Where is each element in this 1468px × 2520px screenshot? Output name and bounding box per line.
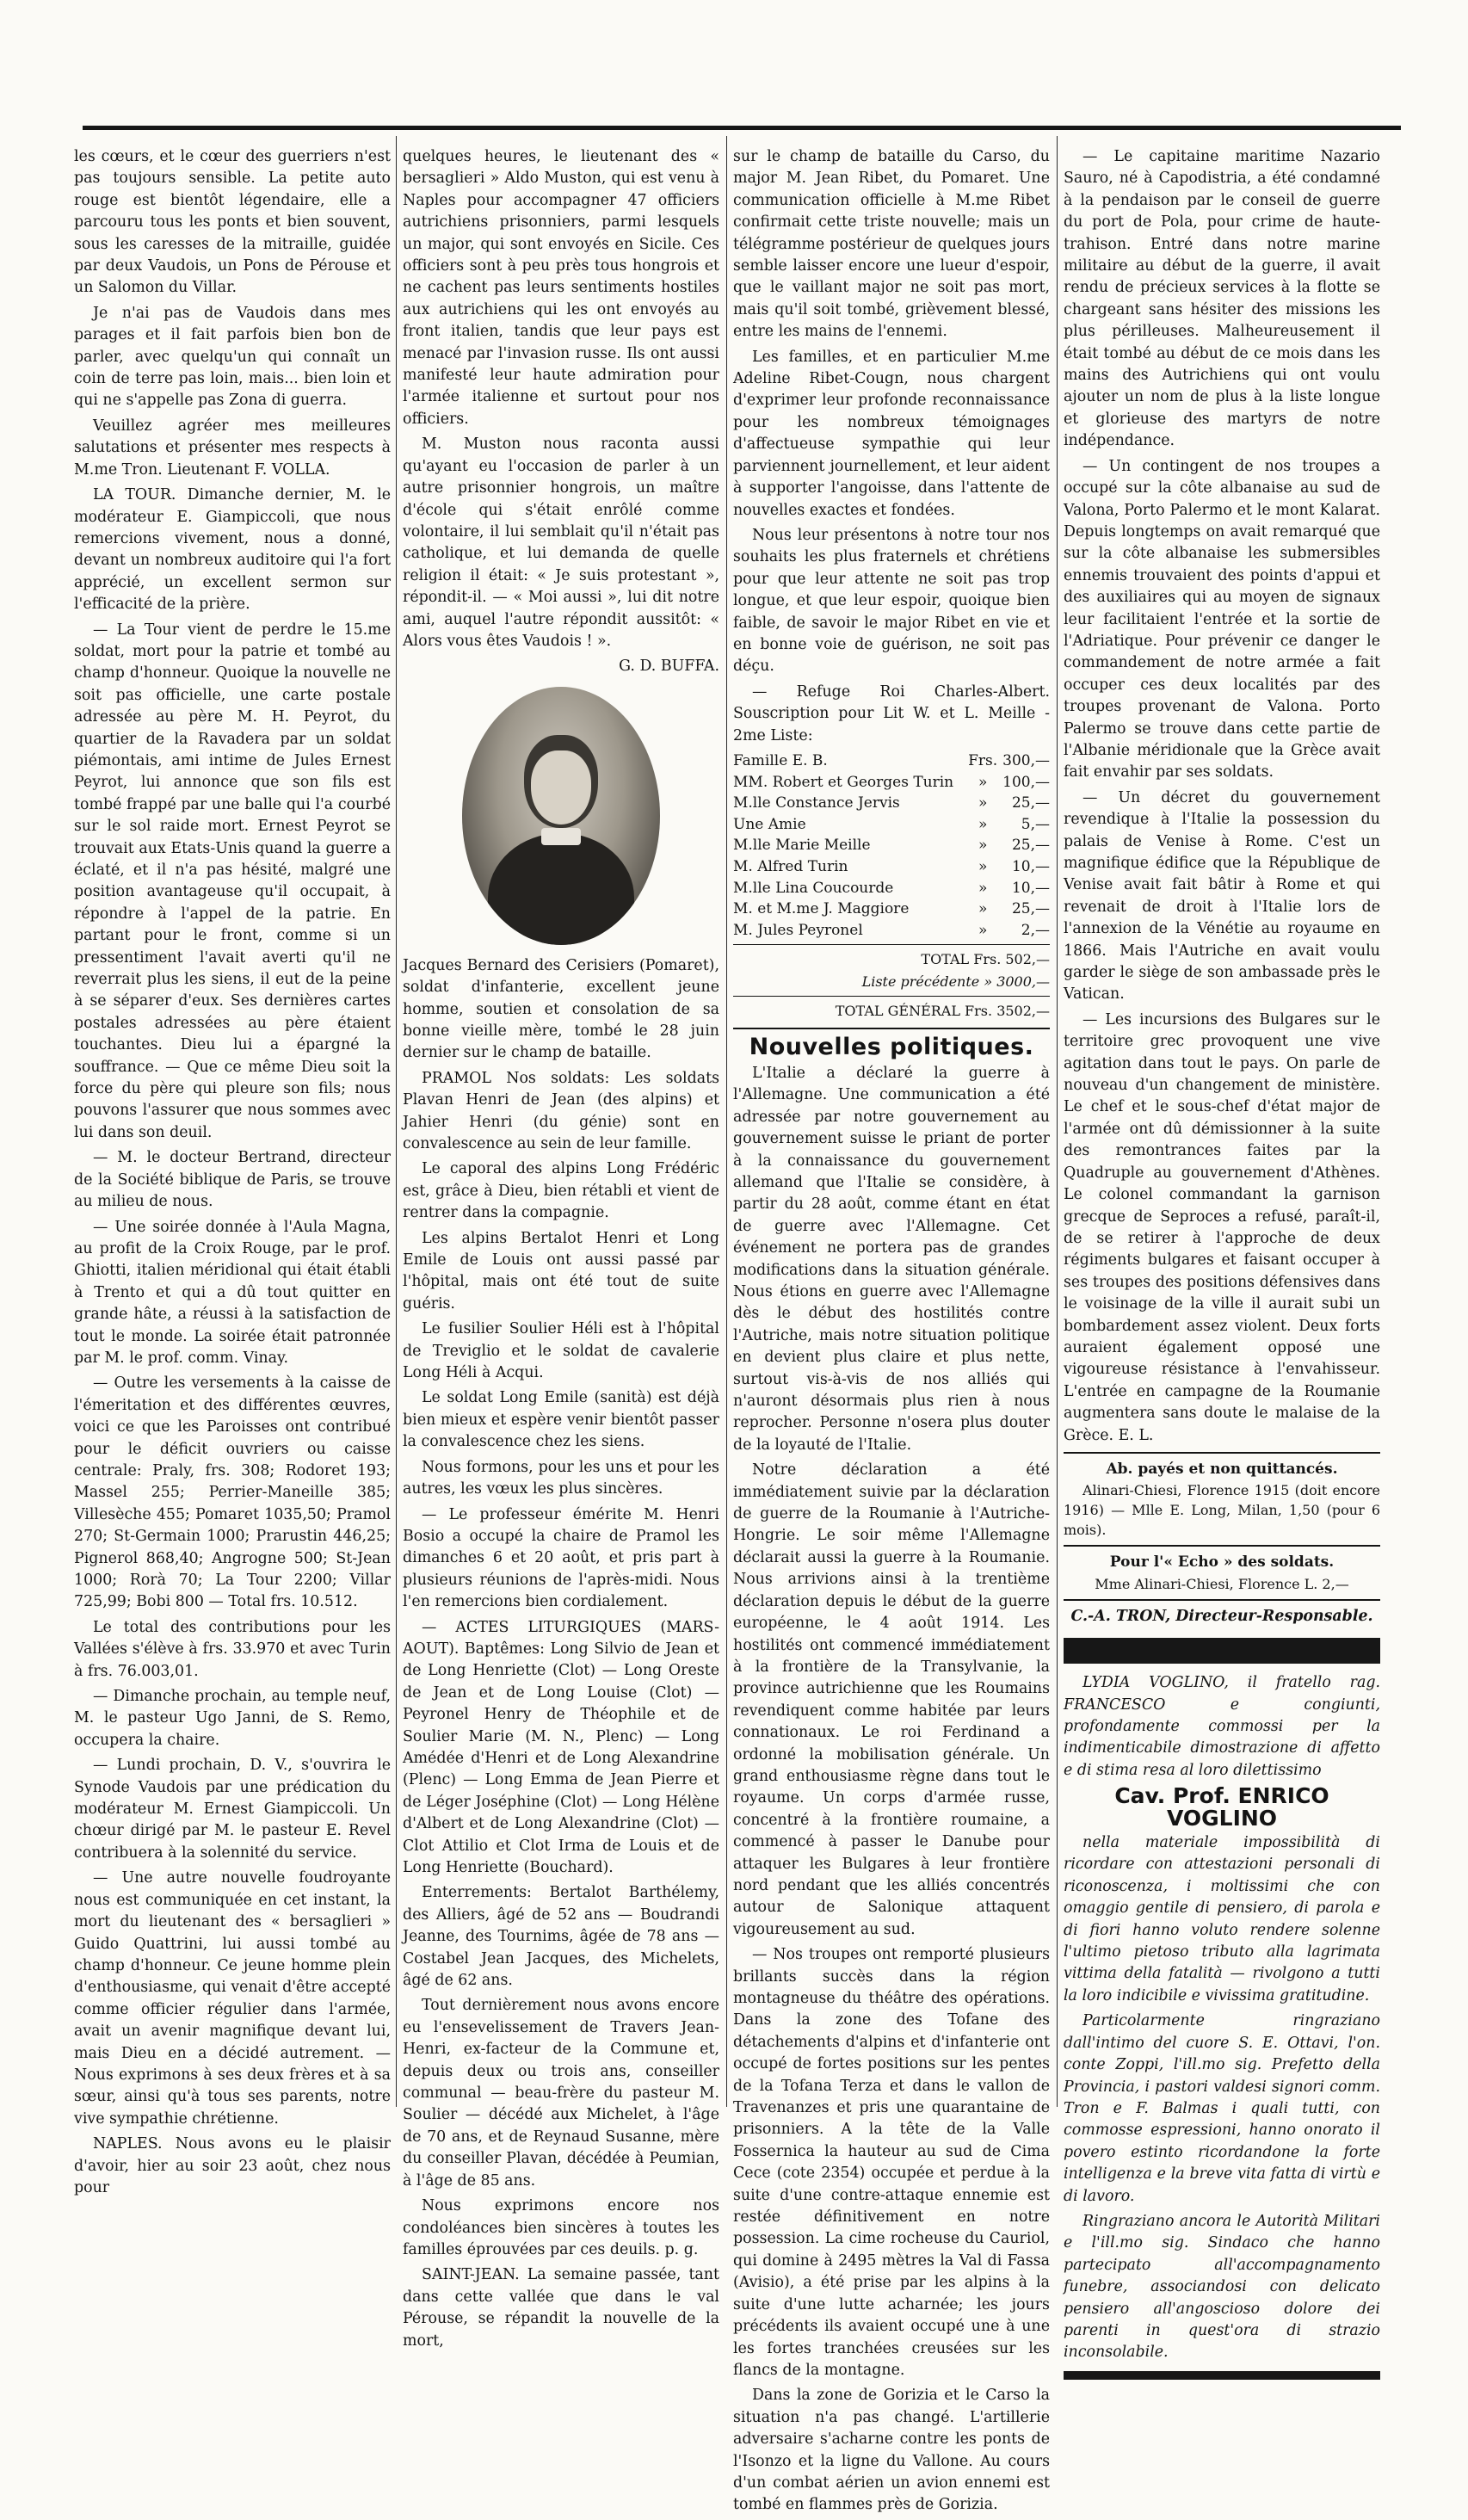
column-divider [396, 136, 397, 2107]
paragraph: — Lundi prochain, D. V., s'ouvrira le Synode Vaudois par une prédication du modérateur M. Ernest Giampiccoli. Un chœur dirigé par M. le pasteur E. Revel contribuera à la solennité du service. [74, 1757, 391, 1862]
subscription-name: M.lle Lina Coucourde [733, 879, 894, 897]
subscription-amt: 10,— [1011, 857, 1050, 875]
portrait-photo [462, 687, 660, 945]
column-divider [726, 136, 727, 2107]
subscription-name: MM. Robert et Georges Turin [733, 773, 954, 791]
voglino-intro: LYDIA VOGLINO, il fratello rag. FRANCESCO e congiunti, profondamente commossi per la indimenticabile dimostrazione di affetto e di stima resa al loro dilettissimo [1064, 1674, 1380, 1779]
paragraph: sur le champ de bataille du Carso, du major M. Jean Ribet, du Pomaret. Une communication officielle à M.me Ribet confirmait cette triste nouvelle; mais un télégramme postérieur de quelques jours semble laisser encore une lueur d'espoir, que le vaillant major ne soit pas mort, mais qu'il soit tombé, grièvement blessé, entre les mains de l'ennemi. [733, 148, 1050, 341]
paragraph: — Les incursions des Bulgares sur le territoire grec provoquent une vive agitation dans tout le pays. On parle de nouveau d'un changement de ministère. Le chef et le sous-chef d'état major de l'armée ont dû démissionner à la suite des remontrances faites par la Quadruple au gouvernement d'Athènes. Le colonel commandant la garnison grecque de Seproces a refusé, paraît-il, de se retirer à l'approche de deux régiments bulgares et faisant occuper à ses troupes des positions défensives dans le voisinage de la ville il aurait subi un bombardement assez violent. Deux forts auraient également opposé une vigoureuse résistance à l'envahisseur. L'entrée en campagne de la Roumanie augmentera sans doute le malaise de la Grèce. E. L. [1064, 1010, 1380, 1444]
subscription-cur: » [978, 794, 988, 812]
sub-previous: Liste précédente » 3000,— [861, 973, 1050, 990]
voglino-p2: Particolarmente ringraziano dall'intimo del cuore S. E. Ottavi, l'on. conte Zoppi, l'ill.mo sig. Prefetto della Provincia, i pastori valdesi signori comm. Tron e F. Balmas i quali tutti, con commosse espressioni, hanno onorato il povero estinto ricordandone la forte intelligenza e la breve vita fatta di virtù e di lavoro. [1064, 2012, 1380, 2205]
director-line: C.-A. TRON, Directeur-Responsable. [1070, 1607, 1373, 1625]
subscription-row [733, 899, 1050, 920]
subscription-row [733, 793, 1050, 814]
subscription-cur: » [978, 773, 988, 791]
voglino-p1: nella materiale impossibilità di ricordare con attestazioni personali di riconoscenza, i moltissimi che con omaggio gentile di pensiero, di parola e di fiori hanno voluto rendere solenne l'ultimo pietoso tributo alla lagrimata vittima della fatalità — rivolgono a tutti la loro indicibile e vivissima gratitudine. [1064, 1834, 1380, 2004]
column-divider [1057, 136, 1058, 2107]
paragraph: — Une soirée donnée à l'Aula Magna, au profit de la Croix Rouge, par le prof. Ghiotti, italien méridional qui était établi à Trento et qui a dû tout quitter en grande hâte, a réussi à la satisfaction de tout le monde. La soirée était patronnée par M. le prof. comm. Vinay. [74, 1218, 391, 1367]
paragraph: — Le capitaine maritime Nazario Sauro, né à Capodistria, a été condamné à la pendaison par le conseil de guerre du port de Pola, pour crime de haute-trahison. Entré dans notre marine militaire au début de la guerre, il avait rendu de précieux services à la flotte se chargeant sans hésiter des missions les plus périlleuses. Malheureusement il était tombé au début de ce mois dans les mains des Autrichiens qui ont voulu ajouter un nom de plus à la liste longue et glorieuse des martyrs de notre indépendance. [1064, 148, 1380, 450]
paragraph: Nous formons, pour les uns et pour les autres, les vœux les plus sincères. [403, 1458, 719, 1498]
column-1 [74, 146, 391, 2202]
subscription-cur: » [978, 815, 988, 833]
paragraph: les cœurs, et le cœur des guerriers n'est pas toujours sensible. La petite auto rouge est bientôt légendaire, elle a parcouru tous les ponts et bien souvent, sous les caresses de la mitraille, guidée par deux Vaudois, un Pons de Pérouse et un Salomon du Villar. [74, 148, 391, 297]
subscription-amt: 5,— [1021, 815, 1050, 833]
subscription-row [733, 814, 1050, 836]
paragraph: — Outre les versements à la caisse de l'émeritation et des différentes œuvres, voici ce que les Paroisses ont contribué pour le déficit ouvriers ou caisse centrale: Praly, frs. 308; Rodoret 193; Massel 255; Perrier-Maneille 385; Villesèche 455; Pomaret 1035,50; Pramol 270; St-Germain 1000; Prarustin 446,25; Pignerol 868,40; Angrogne 500; St-Jean 1000; Rorà 70; La Tour 2200; Villar 725,99; Bobi 800 — Total frs. 10.512. [74, 1374, 391, 1611]
paragraph: Le fusilier Soulier Héli est à l'hôpital de Treviglio et le soldat de cavalerie Long Héli à Acqui. [403, 1320, 719, 1382]
subscription-row [733, 856, 1050, 878]
subscription-cur: Frs. [968, 751, 998, 769]
subscription-row [733, 878, 1050, 899]
subscription-name: M. et M.me J. Maggiore [733, 900, 910, 918]
subscription-row [733, 750, 1050, 772]
notice-bottom-rule [1064, 2371, 1380, 2380]
subscription-amt: 25,— [1011, 794, 1050, 812]
subscription-table [733, 750, 1050, 941]
subscription-cur: » [978, 921, 988, 939]
paragraph: SAINT-JEAN. La semaine passée, tant dans cette vallée que dans le val Pérouse, se répandit la nouvelle de la mort, [403, 2266, 719, 2350]
subscription-row [733, 835, 1050, 856]
paragraph: — Une autre nouvelle foudroyante nous est communiquée en cet instant, la mort du lieutenant des « bersaglieri » Guido Quattrini, lui aussi tombé au champ d'honneur. Ce jeune homme plein d'enthousiasme, qui venait d'être accepté comme officier régulier dans l'armée, avait un avenir magnifique devant lui, mais Dieu en a décidé autrement. — Nous exprimons à ses deux frères et à sa sœur, ainsi qu'à tous ses parents, notre vive sympathie chrétienne. [74, 1869, 391, 2128]
paragraph: Tout dernièrement nous avons encore eu l'ensevelissement de Travers Jean-Henri, ex-facteur de la Commune et, depuis deux ou trois ans, conseiller communal — beau-frère du pasteur M. Soulier — décédé aux Michelet, à l'âge de 70 ans, et de Reynaud Susanne, mère du conseiller Plavan, décédée à Peumian, à l'âge de 85 ans. [403, 1997, 719, 2190]
paragraph: Le caporal des alpins Long Frédéric est, grâce à Dieu, bien rétabli et vient de rentrer dans la compagnie. [403, 1160, 719, 1222]
paragraph: — Un décret du gouvernement revendique à l'Italie la possession du palais de Venise à Rome. C'est un magnifique édifice que la République de Venise avait fait bâtir à Rome et qui revenait de droit à l'Italie lors de l'annexion de la Vénétie au royaume en 1866. Mais l'Autriche en avait voulu garder le siège de son ambassade près le Vatican. [1064, 788, 1380, 1004]
paragraph: Dans la zone de Gorizia et le Carso la situation n'a pas changé. L'artillerie adversaire s'acharne contre les ponts de l'Isonzo et la ligne du Vallone. Au cours d'un combat aérien un avion ennemi est tombé en flammes près de Gorizia. [733, 2387, 1050, 2514]
subscription-amt: 2,— [1021, 921, 1050, 939]
paragraph: — Dimanche prochain, au temple neuf, M. le pasteur Ugo Janni, de S. Remo, occupera la chaire. [74, 1688, 391, 1749]
paragraph: Les familles, et en particulier M.me Adeline Ribet-Cougn, nous chargent d'exprimer leur profonde reconnaissance pour les nombreux témoignages d'affectueuse sympathie qui leur parviennent journellement, et leur aident à supporter l'angoisse, dans l'attente de nouvelles exactes et fondées. [733, 348, 1050, 519]
voglino-p3: Ringraziano ancora le Autorità Militari e l'ill.mo sig. Sindaco che hanno partecipato all'accompagnamento funebre, associandosi con delicato pensiero all'angoscioso dolore dei parenti in quest'ora di strazio inconsolabile. [1064, 2212, 1380, 2362]
column-4 [1064, 146, 1380, 2380]
paragraph: — Un contingent de nos troupes a occupé sur la côte albanaise au sud de Valona, Porto Palermo et le mont Kalarat. Depuis longtemps on avait remarqué que sur la côte albanaise les submersibles ennemis trouvaient des points d'appui et des auxiliaires qui au moyen de signaux leur facilitaient l'entrée et la sortie de l'Adriatique. Pour prévenir ce danger le commandement de notre armée a fait occuper ces deux localités par des troupes provenant de Valona. Porto Palermo se trouve dans cette partie de l'Albanie méridionale que la Grèce avait fait envahir par ses soldats. [1064, 457, 1380, 781]
paragraph: L'Italie a déclaré la guerre à l'Allemagne. Une communication a été adressée par notre gouvernement au gouvernement suisse le priant de porter à la connaissance du gouvernement allemand que l'Italie se considère, à partir du 28 août, comme étant en état de guerre avec l'Allemagne. Cet événement ne portera pas de grandes modifications dans la situation générale. Nous étions en guerre avec l'Allemagne dès le début des hostilités contre l'Autriche, mais notre situation politique en devient plus claire et plus nette, surtout vis-à-vis de nos alliés qui n'auront désormais plus rien à nous reprocher. Personne n'osera plus douter de la loyauté de l'Italie. [733, 1064, 1050, 1454]
notice-banner [1064, 1638, 1380, 1664]
subscription-name: M.lle Marie Meille [733, 837, 871, 855]
paragraph: NAPLES. Nous avons eu le plaisir d'avoir, hier au soir 23 août, chez nous pour [74, 2135, 391, 2196]
subscription-amt: 10,— [1011, 879, 1050, 897]
paragraph: Nous leur présentons à notre tour nos souhaits les plus fraternels et chrétiens pour que leur attente ne soit pas trop longue, et que leur espoir, quoique bien faible, de savoir le major Ribet en vie et en bonne voie de guérison, ne soit pas déçu. [733, 526, 1050, 676]
paragraph: — M. le docteur Bertrand, directeur de la Société biblique de Paris, se trouve au milieu de nous. [74, 1149, 391, 1211]
politics-heading: Nouvelles politiques. [749, 1033, 1034, 1060]
paragraph: Le soldat Long Emile (sanità) est déjà bien mieux et espère venir bientôt passer la convalescence chez les siens. [403, 1389, 719, 1451]
voglino-name: Cav. Prof. ENRICO VOGLINO [1114, 1783, 1329, 1831]
subscription-row [733, 772, 1050, 794]
ab-heading: Ab. payés et non quittancés. [1106, 1460, 1338, 1478]
paragraph: — La Tour vient de perdre le 15.me soldat, mort pour la patrie et tombé au champ d'honneur. Quoique la nouvelle ne soit pas officielle, une carte postale adressée au père M. H. Peyrot, du quartier de la Ravadera par un soldat piémontais, ami intime de Jules Ernest Peyrot, lui annonce que son fils est tombé frappé par une balle qui l'a courbé sur le sol raide mort. Ernest Peyrot se trouvait aux Etats-Unis quand la guerre a éclaté, et il n'a pas hésité, malgré une position avantageuse qu'il occupait, à répondre à l'appel de la patrie. En partant pour le front, comme si un pressentiment l'avait averti qu'il ne reverrait plus les siens, il eut de la peine à se séparer d'eux. Ses dernières cartes postales adressées au père étaient touchantes. Dieu lui a épargné la souffrance. — Que ce même Dieu soit la force du père qui pleure son fils; nous pouvons l'assurer que nous sommes avec lui dans son deuil. [74, 621, 391, 1141]
sub-total: TOTAL Frs. 502,— [921, 951, 1050, 968]
subscription-name: M. Jules Peyronel [733, 921, 863, 939]
top-rule [83, 126, 1401, 130]
subscription-cur: » [978, 837, 988, 855]
signature-buffa: G. D. BUFFA. [619, 658, 719, 676]
sub-grand-total: TOTAL GÉNÉRAL Frs. 3502,— [835, 1003, 1050, 1020]
paragraph: PRAMOL Nos soldats: Les soldats Plavan Henri de Jean (des alpins) et Jahier Henri (du génie) sont en convalescence au sein de leur famille. [403, 1069, 719, 1152]
subscription-cur: » [978, 857, 988, 875]
subscription-name: M.lle Constance Jervis [733, 794, 900, 812]
paragraph: Veuillez agréer mes meilleures salutations et présenter mes respects à M.me Tron. Lieutenant F. VOLLA. [74, 417, 391, 479]
subscription-amt: 100,— [1002, 773, 1050, 791]
subscription-cur: » [978, 900, 988, 918]
paragraph: Les alpins Bertalot Henri et Long Emile de Louis ont aussi passé par l'hôpital, mais ont été tout de suite guéris. [403, 1229, 719, 1312]
paragraph: — ACTES LITURGIQUES (MARS-AOUT). Baptêmes: Long Silvio de Jean et de Long Henriette (Clot) — Long Oreste de Jean et de Long Louise (Clot) — Peyronel Henry de Théophile et de Soulier Marie (M. N., Plenc) — Long Amédée d'Henri et de Long Alexandrine (Plenc) — Long Emma de Jean Pierre et de Léger Joséphine (Clot) — Long Hélène d'Albert et de Long Alexandrine (Clot) — Clot Attilio et Clot Irma de Louis et de Long Henriette (Bouchard). [403, 1618, 719, 1876]
echo-heading: Pour l'« Echo » des soldats. [1109, 1553, 1335, 1572]
paragraph: Enterrements: Bertalot Barthélemy, des Alliers, âgé de 52 ans — Boudrandi Jeanne, des Tournims, âgée de 78 ans — Costabel Jean Jacques, des Michelets, âgé de 62 ans. [403, 1884, 719, 1990]
ab-text: Alinari-Chiesi, Florence 1915 (doit encore 1916) — Mlle E. Long, Milan, 1,50 (pour 6 mois). [1064, 1482, 1380, 1539]
subscription-cur: » [978, 879, 988, 897]
paragraph: Je n'ai pas de Vaudois dans mes parages et il fait parfois bien bon de parler, avec quelqu'un qui connaît un coin de terre pas loin, mais... bien loin et qui ne s'appelle pas Zona di guerra. [74, 304, 391, 410]
paragraph: Nous exprimons encore nos condoléances bien sincères à toutes les familles éprouvées par ces deuils. p. g. [403, 2197, 719, 2258]
column-3 [733, 146, 1050, 2520]
paragraph: — Nos troupes ont remporté plusieurs brillants succès dans la région montagneuse du théâtre des opérations. Dans la zone des Tofane des détachements d'alpins et d'infanterie ont occupé de fortes positions sur les pentes de la Tofana Terza et dans le vallon de Travenanzes et pris une quarantaine de prisonniers. A la tête de la Valle Fossernica la hauteur au sud de Cima Cece (cote 2354) occupée et perdue à la suite d'une contre-attaque ennemie est restée définitivement en notre possession. La cime rocheuse du Cauriol, qui domine à 2495 mètres la Val di Fassa (Avisio), a été prise par les alpins à la suite d'une lutte acharnée; les jours précédents ils avaient occupé une à une les fortes tranchées creusées sur les flancs de la montagne. [733, 1946, 1050, 2379]
paragraph: quelques heures, le lieutenant des « bersaglieri » Aldo Muston, qui est venu à Naples pour accompagner 47 officiers autrichiens prisonniers, parmi lesquels un major, qui sont envoyés en Sicile. Ces officiers sont à peu près tous hongrois et ne cachent pas leurs sentiments hostiles aux autrichiens qui les ont envoyés au front italien, tandis que leur pays est menacé par l'invasion russe. Ils ont aussi manifesté leur haute admiration pour l'armée italienne et surtout pour nos officiers. [403, 148, 719, 428]
paragraph: LA TOUR. Dimanche dernier, M. le modérateur E. Giampiccoli, que nous remercions vivement, nous a donné, devant un nombreux auditoire qui l'a fort apprécié, un excellent sermon sur l'efficacité de la prière. [74, 486, 391, 614]
subscription-name: M. Alfred Turin [733, 857, 848, 875]
paragraph: — Refuge Roi Charles-Albert. Souscription pour Lit W. et L. Meille - 2me Liste: [733, 682, 1050, 744]
paragraph: Notre déclaration a été immédiatement suivie par la déclaration de guerre de la Roumanie à l'Autriche-Hongrie. Le soir même l'Allemagne déclarait aussi la guerre à la Roumanie. Nous arrivions ainsi à la trentième déclaration depuis le début de la guerre européenne, le 4 août 1914. Les hostilités ont commencé immédiatement à la frontière de la Transylvanie, la province autrichienne que les Roumains revendiquent comme habitée par leurs connationaux. Le roi Ferdinand a ordonné la mobilisation générale. Un grand enthousiasme règne dans tout le royaume. Un corps d'armée russe, concentré à la frontière roumaine, a commencé à passer le Danube pour attaquer les Bulgares à leur frontière nord pendant que les alliés concentrés autour de Salonique attaquent vigoureusement au sud. [733, 1461, 1050, 1938]
paragraph: — Le professeur émérite M. Henri Bosio a occupé la chaire de Pramol les dimanches 6 et 20 août, et pris part à plusieurs réunions de l'après-midi. Nous l'en remercions bien cordialement. [403, 1505, 719, 1611]
subscription-name: Une Amie [733, 815, 806, 833]
paragraph: M. Muston nous raconta aussi qu'ayant eu l'occasion de parler à un autre prisonnier hongrois, un maître d'école qui s'était enrôlé comme volontaire, il lui semblait qu'il n'était pas catholique, et lui demanda de quelle religion il était: « Je suis protestant », répondit-il. — « Moi aussi », lui dit notre ami, auquel l'autre répondit aussitôt: « Alors vous êtes Vaudois ! ». [403, 435, 719, 650]
subscription-name: Famille E. B. [733, 751, 828, 769]
column-2 [403, 146, 719, 2356]
subscription-amt: 25,— [1011, 900, 1050, 918]
subscription-amt: 300,— [1002, 751, 1050, 769]
paragraph: Le total des contributions pour les Vallées s'élève à frs. 33.970 et avec Turin à frs. 76.003,01. [74, 1618, 391, 1680]
echo-text: Mme Alinari-Chiesi, Florence L. 2,— [1095, 1575, 1349, 1592]
subscription-row [733, 920, 1050, 942]
subscription-amt: 25,— [1011, 837, 1050, 855]
paragraph: Jacques Bernard des Cerisiers (Pomaret), soldat d'infanterie, excellent jeune homme, soutien et consolation de sa bonne vieille mère, tombé le 28 juin dernier sur le champ de bataille. [403, 956, 719, 1062]
